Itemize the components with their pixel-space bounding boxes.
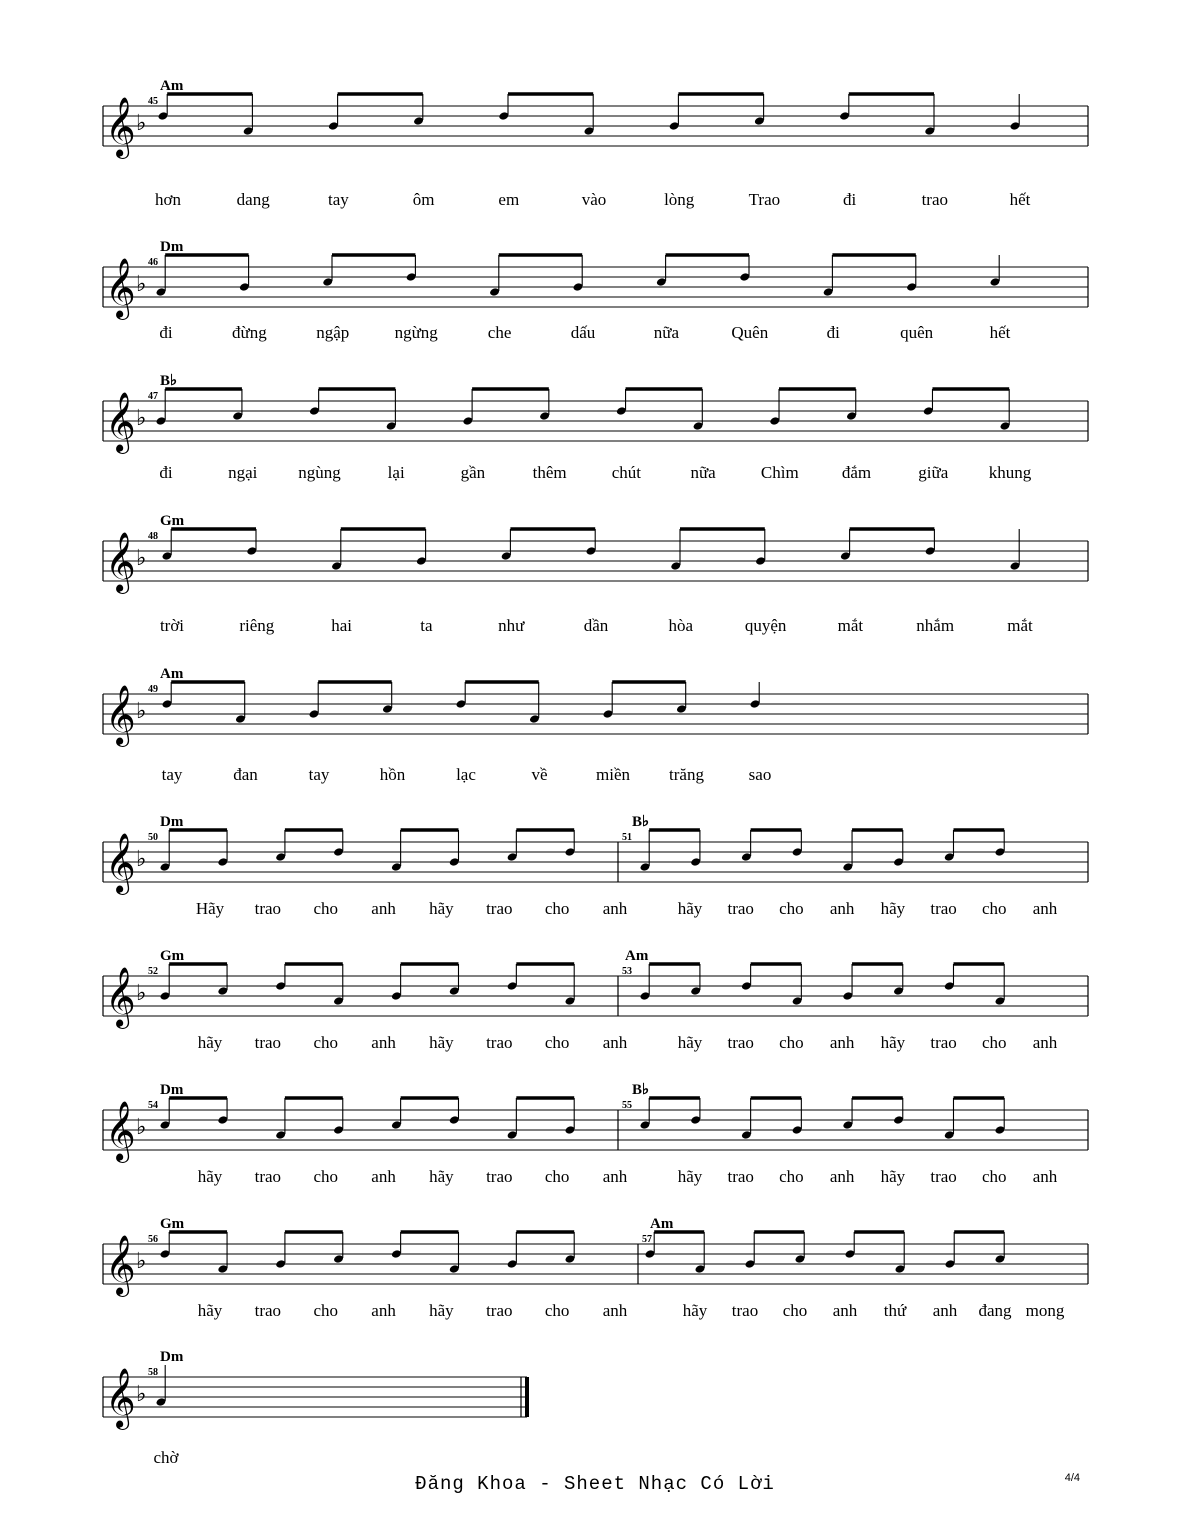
lyric-syllable: hết bbox=[1009, 190, 1031, 209]
lyric-syllable: ngùng bbox=[298, 463, 341, 482]
lyric-syllable: anh bbox=[602, 1301, 628, 1320]
staff-system bbox=[103, 78, 1088, 209]
lyric-syllable: cho bbox=[982, 899, 1007, 918]
bar-number: 46 bbox=[148, 257, 158, 268]
lyric-syllable: anh bbox=[832, 1301, 858, 1320]
lyric-syllable: vào bbox=[581, 190, 607, 209]
lyric-syllable: hết bbox=[989, 323, 1011, 342]
lyric-syllable: sao bbox=[748, 765, 772, 784]
lyric-syllable: cho bbox=[779, 1167, 804, 1186]
chord-symbol: Am bbox=[650, 1216, 674, 1232]
lyric-syllable: ngập bbox=[316, 323, 350, 342]
lyric-syllable: hãy bbox=[880, 1167, 906, 1186]
lyric-syllable: dần bbox=[583, 616, 609, 635]
lyric-syllable: anh bbox=[371, 899, 396, 918]
staff-system bbox=[103, 373, 1088, 482]
lyric-syllable: Hãy bbox=[195, 899, 225, 918]
lyric-syllable: trao bbox=[731, 1301, 759, 1320]
flat-sign-icon: ♭ bbox=[136, 981, 147, 1006]
lyric-syllable: trao bbox=[930, 1167, 957, 1186]
lyric-syllable: cho bbox=[544, 899, 570, 918]
footer-title: Đăng Khoa - Sheet Nhạc Có Lời bbox=[415, 1473, 775, 1495]
lyric-syllable: trời bbox=[159, 616, 185, 635]
flat-sign-icon: ♭ bbox=[136, 546, 147, 571]
lyric-syllable: lòng bbox=[664, 190, 695, 209]
lyric-syllable: hãy bbox=[429, 1301, 454, 1320]
flat-sign-icon: ♭ bbox=[136, 699, 147, 724]
lyric-syllable: thêm bbox=[532, 463, 567, 482]
lyric-syllable: đắm bbox=[841, 463, 872, 482]
lyric-syllable: mắt bbox=[837, 616, 864, 635]
lyric-syllable: trao bbox=[254, 1167, 282, 1186]
bar-number: 56 bbox=[148, 1234, 158, 1245]
bar-number: 53 bbox=[622, 966, 632, 977]
lyric-syllable: anh bbox=[1032, 1033, 1058, 1052]
lyric-syllable: chút bbox=[611, 463, 642, 482]
treble-clef-icon: 𝄞 bbox=[105, 833, 136, 893]
flat-sign-icon: ♭ bbox=[136, 406, 147, 431]
bar-number: 52 bbox=[148, 966, 158, 977]
lyric-syllable: cho bbox=[544, 1033, 570, 1052]
lyric-syllable: trao bbox=[486, 1301, 513, 1320]
treble-clef-icon: 𝄞 bbox=[105, 1235, 136, 1295]
lyric-syllable: hãy bbox=[429, 1167, 454, 1186]
lyric-syllable: hãy bbox=[429, 1033, 454, 1052]
lyric-syllable: hòa bbox=[668, 616, 694, 635]
bar-number: 54 bbox=[148, 1100, 158, 1111]
lyric-syllable: miền bbox=[596, 765, 630, 784]
staff-system bbox=[103, 239, 1088, 342]
lyric-syllable: anh bbox=[932, 1301, 958, 1320]
lyric-syllable: trao bbox=[254, 1033, 282, 1052]
chord-symbol: Am bbox=[625, 948, 649, 964]
chord-symbol: Am bbox=[160, 78, 184, 94]
lyric-syllable: lại bbox=[387, 463, 405, 482]
treble-clef-icon: 𝄞 bbox=[105, 97, 136, 157]
lyric-syllable: nữa bbox=[653, 323, 680, 342]
bar-number: 55 bbox=[622, 1100, 632, 1111]
lyric-syllable: trao bbox=[486, 1167, 513, 1186]
treble-clef-icon: 𝄞 bbox=[105, 1368, 136, 1428]
lyric-syllable: hơn bbox=[155, 190, 181, 209]
lyric-syllable: cho bbox=[544, 1167, 570, 1186]
lyric-syllable: trao bbox=[727, 899, 754, 918]
lyric-syllable: đi bbox=[159, 323, 173, 342]
lyric-syllable: trao bbox=[921, 190, 949, 209]
lyric-syllable: anh bbox=[829, 1167, 855, 1186]
treble-clef-icon: 𝄞 bbox=[105, 532, 136, 592]
chord-symbol: B♭ bbox=[160, 373, 178, 389]
chord-symbol: Dm bbox=[160, 239, 184, 255]
bar-number: 48 bbox=[148, 531, 158, 542]
lyric-syllable: trao bbox=[727, 1167, 754, 1186]
lyric-syllable: cho bbox=[782, 1301, 808, 1320]
lyric-syllable: tay bbox=[161, 765, 183, 784]
lyric-syllable: đừng bbox=[232, 323, 267, 342]
lyric-syllable: ngừng bbox=[394, 323, 438, 342]
staff-system bbox=[103, 1216, 1088, 1320]
chord-symbol: Dm bbox=[160, 814, 184, 830]
lyric-syllable: anh bbox=[1032, 1167, 1058, 1186]
lyric-syllable: tay bbox=[308, 765, 330, 784]
lyric-syllable: mong bbox=[1025, 1301, 1065, 1320]
lyric-syllable: trăng bbox=[669, 765, 704, 784]
chord-symbol: Am bbox=[160, 666, 184, 682]
lyric-syllable: trao bbox=[930, 899, 957, 918]
lyric-syllable: cho bbox=[982, 1033, 1007, 1052]
lyric-syllable: dang bbox=[236, 190, 270, 209]
lyric-syllable: ngại bbox=[228, 463, 258, 482]
lyric-syllable: cho bbox=[313, 1167, 338, 1186]
page-number: 4/4 bbox=[1064, 1472, 1080, 1484]
lyric-syllable: hai bbox=[331, 616, 352, 635]
treble-clef-icon: 𝄞 bbox=[105, 1101, 136, 1161]
flat-sign-icon: ♭ bbox=[136, 1115, 147, 1140]
lyric-syllable: thứ bbox=[883, 1301, 907, 1320]
lyric-syllable: hãy bbox=[677, 1167, 703, 1186]
lyric-syllable: quên bbox=[900, 323, 934, 342]
lyric-syllable: gần bbox=[460, 463, 486, 482]
flat-sign-icon: ♭ bbox=[136, 847, 147, 872]
chord-symbol: Dm bbox=[160, 1082, 184, 1098]
lyric-syllable: chờ bbox=[153, 1448, 179, 1467]
lyric-syllable: quyện bbox=[744, 616, 787, 635]
lyric-syllable: anh bbox=[1032, 899, 1058, 918]
lyric-syllable: anh bbox=[602, 899, 628, 918]
lyric-syllable: nhắm bbox=[916, 616, 955, 635]
lyric-syllable: ta bbox=[420, 616, 433, 635]
lyric-syllable: tay bbox=[328, 190, 349, 209]
chord-symbol: Gm bbox=[160, 948, 185, 964]
lyric-syllable: anh bbox=[602, 1167, 628, 1186]
lyric-syllable: trao bbox=[254, 1301, 282, 1320]
treble-clef-icon: 𝄞 bbox=[105, 392, 136, 452]
lyric-syllable: trao bbox=[254, 899, 282, 918]
lyric-syllable: hãy bbox=[197, 1033, 223, 1052]
lyric-syllable: hãy bbox=[429, 899, 454, 918]
treble-clef-icon: 𝄞 bbox=[105, 258, 136, 318]
lyric-syllable: về bbox=[531, 765, 548, 784]
bar-number: 58 bbox=[148, 1367, 158, 1378]
lyric-syllable: ôm bbox=[412, 190, 435, 209]
lyric-syllable: đi bbox=[159, 463, 173, 482]
lyric-syllable: trao bbox=[930, 1033, 957, 1052]
flat-sign-icon: ♭ bbox=[136, 1249, 147, 1274]
bar-number: 50 bbox=[148, 832, 158, 843]
lyric-syllable: anh bbox=[371, 1167, 396, 1186]
lyric-syllable: riêng bbox=[239, 616, 275, 635]
lyric-syllable: che bbox=[487, 323, 512, 342]
lyric-syllable: hãy bbox=[880, 1033, 906, 1052]
lyric-syllable: hồn bbox=[379, 765, 406, 784]
bar-number: 49 bbox=[148, 684, 158, 695]
lyric-syllable: như bbox=[498, 616, 525, 635]
lyric-syllable: cho bbox=[779, 899, 804, 918]
lyric-syllable: cho bbox=[313, 1033, 338, 1052]
lyric-syllable: mắt bbox=[1007, 616, 1033, 635]
lyric-syllable: cho bbox=[313, 1301, 338, 1320]
lyric-syllable: trao bbox=[727, 1033, 754, 1052]
chord-symbol: Gm bbox=[160, 1216, 185, 1232]
flat-sign-icon: ♭ bbox=[136, 1382, 147, 1407]
lyric-syllable: em bbox=[498, 190, 520, 209]
bar-number: 47 bbox=[148, 391, 158, 402]
lyric-syllable: đang bbox=[978, 1301, 1012, 1320]
lyric-syllable: khung bbox=[988, 463, 1032, 482]
lyric-syllable: anh bbox=[371, 1301, 396, 1320]
lyric-syllable: giữa bbox=[918, 463, 949, 482]
treble-clef-icon: 𝄞 bbox=[105, 685, 136, 745]
lyric-syllable: nữa bbox=[690, 463, 716, 482]
chord-symbol: B♭ bbox=[632, 1082, 650, 1098]
lyric-syllable: hãy bbox=[197, 1167, 223, 1186]
lyric-syllable: cho bbox=[544, 1301, 570, 1320]
lyric-syllable: hãy bbox=[197, 1301, 223, 1320]
lyric-syllable: trao bbox=[486, 1033, 513, 1052]
lyric-syllable: Chìm bbox=[760, 463, 799, 482]
lyric-syllable: anh bbox=[829, 1033, 855, 1052]
flat-sign-icon: ♭ bbox=[136, 111, 147, 136]
bar-number: 57 bbox=[642, 1234, 652, 1245]
lyric-syllable: đi bbox=[842, 190, 857, 209]
staff-system bbox=[103, 948, 1088, 1052]
staff-system bbox=[103, 666, 1088, 784]
staff-system bbox=[103, 1349, 527, 1467]
lyric-syllable: trao bbox=[486, 899, 513, 918]
staff-system bbox=[103, 513, 1088, 635]
bar-number: 45 bbox=[148, 96, 158, 107]
chord-symbol: B♭ bbox=[632, 814, 650, 830]
chord-symbol: Dm bbox=[160, 1349, 184, 1365]
lyric-syllable: anh bbox=[829, 899, 855, 918]
lyric-syllable: anh bbox=[602, 1033, 628, 1052]
lyric-syllable: hãy bbox=[880, 899, 906, 918]
lyric-syllable: lạc bbox=[456, 765, 476, 784]
lyric-syllable: cho bbox=[313, 899, 338, 918]
lyric-syllable: Quên bbox=[731, 323, 769, 342]
lyric-syllable: hãy bbox=[682, 1301, 708, 1320]
lyric-syllable: cho bbox=[779, 1033, 804, 1052]
lyric-syllable: hãy bbox=[677, 1033, 703, 1052]
bar-number: 51 bbox=[622, 832, 632, 843]
lyric-syllable: dấu bbox=[570, 323, 596, 342]
lyric-syllable: hãy bbox=[677, 899, 703, 918]
treble-clef-icon: 𝄞 bbox=[105, 967, 136, 1027]
lyric-syllable: anh bbox=[371, 1033, 396, 1052]
staff-system bbox=[103, 814, 1088, 918]
lyric-syllable: Trao bbox=[748, 190, 781, 209]
lyric-syllable: đan bbox=[233, 765, 258, 784]
flat-sign-icon: ♭ bbox=[136, 272, 147, 297]
staff-system bbox=[103, 1082, 1088, 1186]
lyric-syllable: đi bbox=[826, 323, 840, 342]
chord-symbol: Gm bbox=[160, 513, 185, 529]
lyric-syllable: cho bbox=[982, 1167, 1007, 1186]
